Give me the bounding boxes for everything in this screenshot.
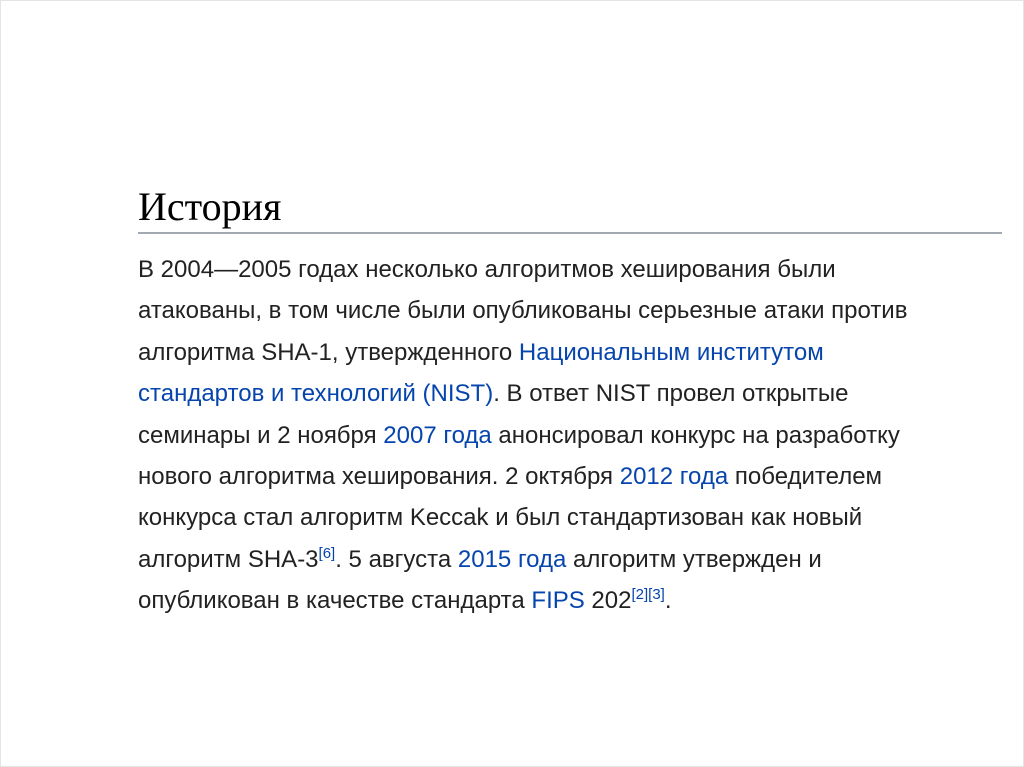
text-run: алгоритма SHA-1, утвержденного — [138, 338, 519, 366]
text-run: конкурса стал алгоритм Keccak и был стандартизован как новый — [138, 504, 863, 532]
reference-link-6[interactable]: [6] — [318, 544, 336, 562]
text-run: опубликован в качестве стандарта — [138, 587, 532, 615]
paragraph-line — [138, 249, 907, 290]
link-2015-year[interactable]: 2015 года — [457, 545, 567, 573]
paragraph-line — [138, 290, 907, 331]
paragraph-line — [138, 580, 907, 621]
text-run: 202 — [584, 587, 632, 615]
text-run: атакованы, в том числе были опубликованы серьезные атаки против — [138, 297, 908, 325]
section-heading: История — [138, 184, 282, 229]
article-paragraph — [138, 249, 907, 622]
text-run: . — [664, 587, 672, 615]
link-nist-part2[interactable]: стандартов и технологий (NIST) — [138, 380, 494, 408]
link-fips[interactable]: FIPS — [531, 587, 585, 615]
paragraph-line — [138, 497, 907, 538]
paragraph-line — [138, 539, 907, 580]
text-run: . В ответ NIST провел открытые — [493, 380, 849, 408]
text-run: В 2004—2005 годах несколько алгоритмов хеширования были — [138, 256, 836, 283]
text-run: . 5 августа — [335, 545, 458, 573]
link-nist-part1[interactable]: Национальным институтом — [518, 338, 824, 366]
reference-link-3[interactable]: [3] — [648, 586, 665, 604]
text-run: нового алгоритма хеширования. 2 октября — [138, 462, 620, 490]
text-run: победителем — [728, 462, 883, 490]
text-run: анонсировал конкурс на разработку — [491, 421, 900, 449]
reference-link-2[interactable]: [2] — [631, 586, 649, 604]
link-2007-year[interactable]: 2007 года — [383, 421, 492, 449]
text-run: алгоритм утвержден и — [566, 545, 822, 573]
text-run: семинары и 2 ноября — [138, 421, 384, 449]
link-2012-year[interactable]: 2012 года — [619, 462, 729, 490]
heading-divider — [138, 232, 1002, 234]
text-run: алгоритм SHA-3 — [138, 545, 319, 573]
paragraph-line — [138, 332, 907, 373]
paragraph-line — [138, 456, 907, 497]
paragraph-line — [138, 373, 907, 414]
paragraph-line — [138, 415, 907, 456]
